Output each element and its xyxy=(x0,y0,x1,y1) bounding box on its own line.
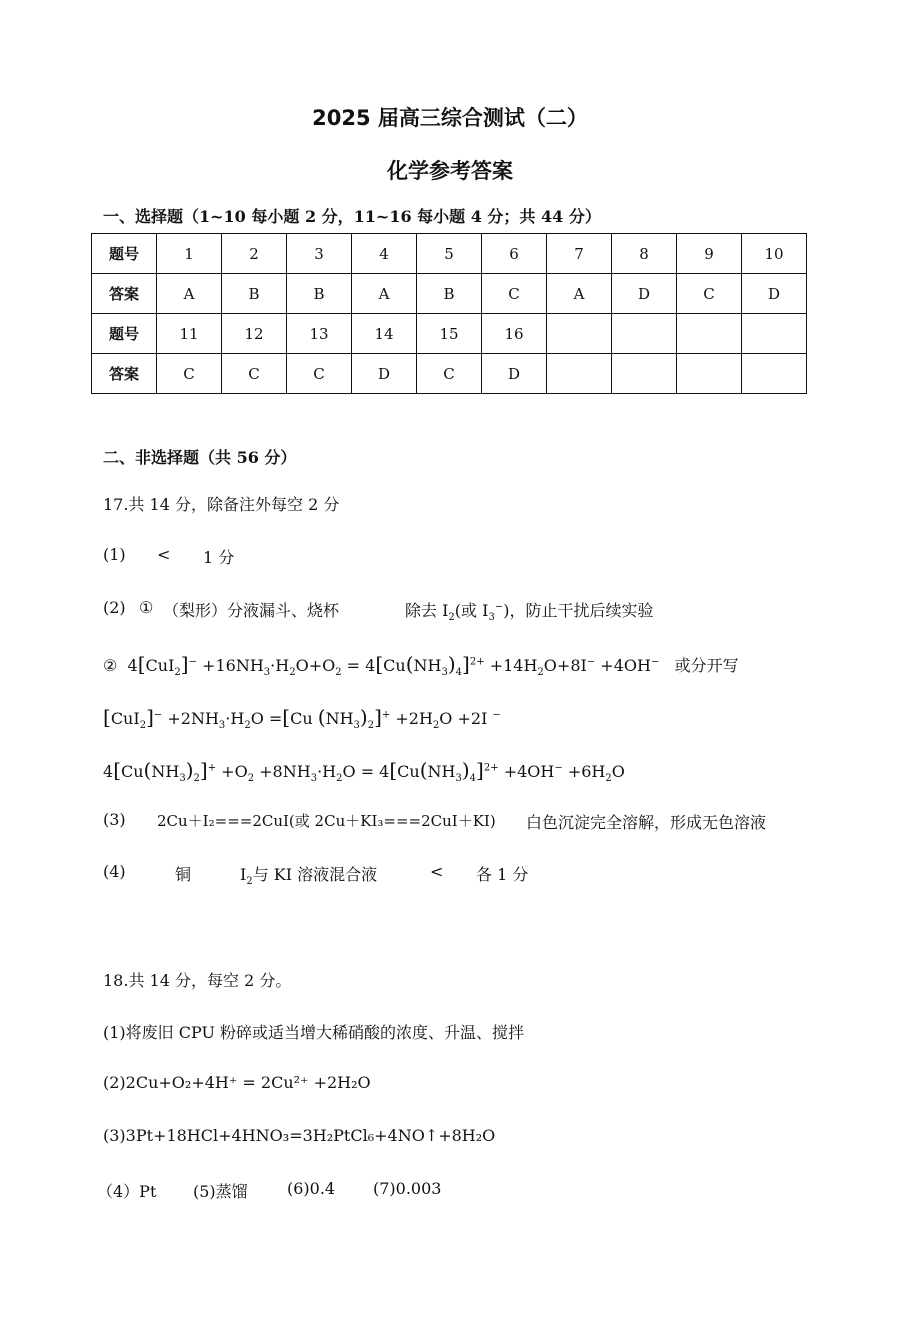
q18-line-4b: (5)蒸馏 xyxy=(193,1182,248,1201)
q17-equation-3: $4[Cu(NH_3)_2]^+ +O_2 +8NH_3\cdot H_2O = 4[Cu(NH_3)_4]^{2+} +4OH^- +6H_2O$ xyxy=(103,758,625,785)
table-row xyxy=(92,234,807,274)
table-cell: B xyxy=(287,274,352,314)
table-cell: A xyxy=(352,274,417,314)
table-cell: A xyxy=(547,274,612,314)
table-cell: C xyxy=(287,354,352,394)
q17-part2-answer-a: （梨形）分液漏斗、烧杯 xyxy=(163,601,340,620)
table-cell xyxy=(742,354,807,394)
q17-part1-answer: < xyxy=(157,545,171,564)
q17-part1-score: 1 分 xyxy=(203,548,235,567)
q17-part2-answer-b: 除去 $I_2$(或 $I_3^-$)，防止干扰后续实验 xyxy=(405,601,654,624)
q17-part4-answer-a: 铜 xyxy=(175,865,192,884)
q18-line-4a: （4）Pt xyxy=(97,1182,157,1201)
table-cell: D xyxy=(612,274,677,314)
q17-part4-number: (4) xyxy=(103,862,126,881)
table-cell xyxy=(547,314,612,354)
table-cell: 12 xyxy=(222,314,287,354)
table-cell: 2 xyxy=(222,234,287,274)
table-cell: D xyxy=(742,274,807,314)
row-label: 题号 xyxy=(92,234,157,274)
q18-line-4c: (6)0.4 xyxy=(287,1179,336,1198)
q17-part2-mark: ① xyxy=(139,598,154,617)
q17-equation-2: $[CuI_2]^- +2NH_3\cdot H_2O =[Cu$ $(NH_3)_2]^+ +2H_2O +2I$ − xyxy=(103,705,501,732)
table-cell: 7 xyxy=(547,234,612,274)
q17-equation-1: ② $4[CuI_2]^- +16NH_3\cdot H_2O+O_2 = 4[Cu(NH_3)_4]^{2+} +14H_2O+8I^- +4OH^-$ 或分开写 xyxy=(103,652,739,679)
table-cell: B xyxy=(417,274,482,314)
table-cell xyxy=(612,314,677,354)
table-cell: 1 xyxy=(157,234,222,274)
q17-part4-answer-c: < xyxy=(430,862,444,881)
row-label: 答案 xyxy=(92,274,157,314)
table-cell: C xyxy=(417,354,482,394)
table-cell: B xyxy=(222,274,287,314)
table-cell: 11 xyxy=(157,314,222,354)
table-cell: 3 xyxy=(287,234,352,274)
q18-line-3: (3)3Pt+18HCl+4HNO₃=3H₂PtCl₆+4NO↑+8H₂O xyxy=(103,1126,496,1145)
page-title: 2025 届高三综合测试（二） xyxy=(312,106,588,130)
section-heading-choice: 一、选择题（1~10 每小题 2 分，11~16 每小题 4 分；共 44 分） xyxy=(103,207,601,226)
answer-table xyxy=(91,233,807,394)
table-cell: 13 xyxy=(287,314,352,354)
table-cell: 16 xyxy=(482,314,547,354)
q17-part3-answer-a: 2Cu＋I₂===2CuI(或 2Cu＋KI₃===2CuI＋KI) xyxy=(157,812,496,830)
table-row xyxy=(92,274,807,314)
table-cell: C xyxy=(482,274,547,314)
table-cell xyxy=(677,314,742,354)
table-cell xyxy=(677,354,742,394)
table-row xyxy=(92,354,807,394)
q17-part4-score: 各 1 分 xyxy=(476,865,529,884)
q17-part3-number: (3) xyxy=(103,810,126,829)
table-cell xyxy=(547,354,612,394)
q17-part1-number: (1) xyxy=(103,545,126,564)
table-cell: D xyxy=(352,354,417,394)
q17-heading: 17.共 14 分，除备注外每空 2 分 xyxy=(103,495,340,514)
table-cell xyxy=(612,354,677,394)
table-cell: C xyxy=(222,354,287,394)
table-cell: 14 xyxy=(352,314,417,354)
table-cell: 4 xyxy=(352,234,417,274)
table-cell: 8 xyxy=(612,234,677,274)
q18-heading: 18.共 14 分，每空 2 分。 xyxy=(103,971,292,990)
q18-line-2: (2)2Cu+O₂+4H⁺ = 2Cu²⁺ +2H₂O xyxy=(103,1073,371,1092)
page-subtitle: 化学参考答案 xyxy=(387,159,513,183)
table-cell: 5 xyxy=(417,234,482,274)
table-cell: D xyxy=(482,354,547,394)
table-cell: C xyxy=(157,354,222,394)
q18-line-1: (1)将废旧 CPU 粉碎或适当增大稀硝酸的浓度、升温、搅拌 xyxy=(103,1023,525,1042)
q18-line-4d: (7)0.003 xyxy=(373,1179,442,1198)
table-cell: 9 xyxy=(677,234,742,274)
table-cell xyxy=(742,314,807,354)
q17-part4-answer-b: $I_2$与 KI 溶液混合液 xyxy=(240,865,378,888)
table-cell: A xyxy=(157,274,222,314)
table-row xyxy=(92,314,807,354)
table-cell: 10 xyxy=(742,234,807,274)
row-label: 题号 xyxy=(92,314,157,354)
q17-part3-answer-b: 白色沉淀完全溶解，形成无色溶液 xyxy=(526,813,767,832)
q17-part2-number: (2) xyxy=(103,598,126,617)
table-cell: C xyxy=(677,274,742,314)
table-cell: 6 xyxy=(482,234,547,274)
row-label: 答案 xyxy=(92,354,157,394)
section-heading-nonchoice: 二、非选择题（共 56 分） xyxy=(103,448,297,467)
table-cell: 15 xyxy=(417,314,482,354)
